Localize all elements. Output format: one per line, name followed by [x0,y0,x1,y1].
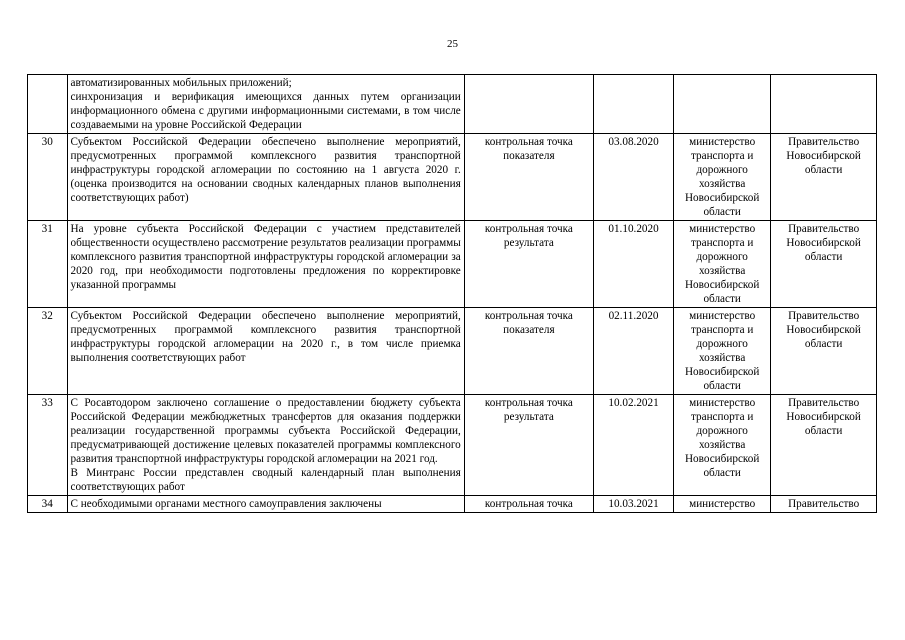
deadline-date-cell: 10.02.2021 [593,395,673,496]
control-body-cell: Правительство Новосибирской области [771,134,877,221]
table-row [28,496,877,513]
deadline-date-cell: 03.08.2020 [593,134,673,221]
row-number-cell [28,75,68,134]
description-cell [67,308,464,395]
description-cell [67,75,464,134]
row-number-cell: 30 [28,134,68,221]
table-row [28,75,877,134]
control-body-cell [771,75,877,134]
description-cell [67,395,464,496]
table-row [28,134,877,221]
deadline-date-cell: 02.11.2020 [593,308,673,395]
description-paragraph: синхронизация и верификация имеющихся данных путем организации информационного обмена с другими информационными системами, в том числе создаваемыми на уровне Российской Федерации [70,91,461,131]
checkpoint-type-cell [464,75,593,134]
table-row [28,395,877,496]
description-cell [67,221,464,308]
responsible-executor-cell: министерство транспорта и дорожного хозяйства Новосибирской области [674,221,771,308]
description-paragraph: В Минтранс России представлен сводный календарный план выполнения соответствующих работ [70,467,461,493]
table-body [28,75,877,513]
control-body-cell: Правительство Новосибирской области [771,395,877,496]
row-number-cell: 34 [28,496,68,513]
table-row [28,308,877,395]
checkpoint-type-cell: контрольная точка показателя [464,308,593,395]
responsible-executor-cell: министерство транспорта и дорожного хозяйства Новосибирской области [674,308,771,395]
deadline-date-cell: 01.10.2020 [593,221,673,308]
description-paragraph: Субъектом Российской Федерации обеспечено выполнение мероприятий, предусмотренных программой комплексного развития транспортной инфраструктуры городской агломерации по состоянию на 1 августа 2020 г. (оценка производится на основании сводных календарных планов выполнения соответствующих работ) [70,136,461,204]
description-cell [67,496,464,513]
control-points-table [27,74,877,513]
control-body-cell: Правительство Новосибирской области [771,308,877,395]
control-body-cell: Правительство [771,496,877,513]
deadline-date-cell: 10.03.2021 [593,496,673,513]
description-paragraph: С необходимыми органами местного самоуправления заключены [70,498,382,510]
responsible-executor-cell: министерство транспорта и дорожного хозяйства Новосибирской области [674,134,771,221]
checkpoint-type-cell: контрольная точка результата [464,395,593,496]
page-number: 25 [447,38,458,50]
responsible-executor-cell: министерство [674,496,771,513]
description-paragraph: На уровне субъекта Российской Федерации с участием представителей общественности осуществлено рассмотрение результатов реализации программы комплексного развития транспортной инфраструктуры городской агломерации за 2020 год, при необходимости подготовлены предложения по корректировке указанной программы [70,223,461,291]
description-paragraph: С Росавтодором заключено соглашение о предоставлении бюджету субъекта Российской Федерации межбюджетных трансфертов для оказания поддержки реализации государственной программы субъекта Российской Федерации, предусматривающей достижение целевых показателей программы комплексного развития транспортной инфраструктуры городской агломерации на 2021 год. [70,397,461,465]
deadline-date-cell [593,75,673,134]
description-paragraph: автоматизированных мобильных приложений; [70,77,292,89]
responsible-executor-cell: министерство транспорта и дорожного хозяйства Новосибирской области [674,395,771,496]
table-row [28,221,877,308]
checkpoint-type-cell: контрольная точка [464,496,593,513]
control-body-cell: Правительство Новосибирской области [771,221,877,308]
description-paragraph: Субъектом Российской Федерации обеспечено выполнение мероприятий, предусмотренных программой комплексного развития транспортной инфраструктуры городской агломерации на 2020 г., в том числе приемка выполнения соответствующих работ [70,310,461,364]
row-number-cell: 31 [28,221,68,308]
row-number-cell: 32 [28,308,68,395]
checkpoint-type-cell: контрольная точка показателя [464,134,593,221]
responsible-executor-cell [674,75,771,134]
description-cell [67,134,464,221]
row-number-cell: 33 [28,395,68,496]
checkpoint-type-cell: контрольная точка результата [464,221,593,308]
